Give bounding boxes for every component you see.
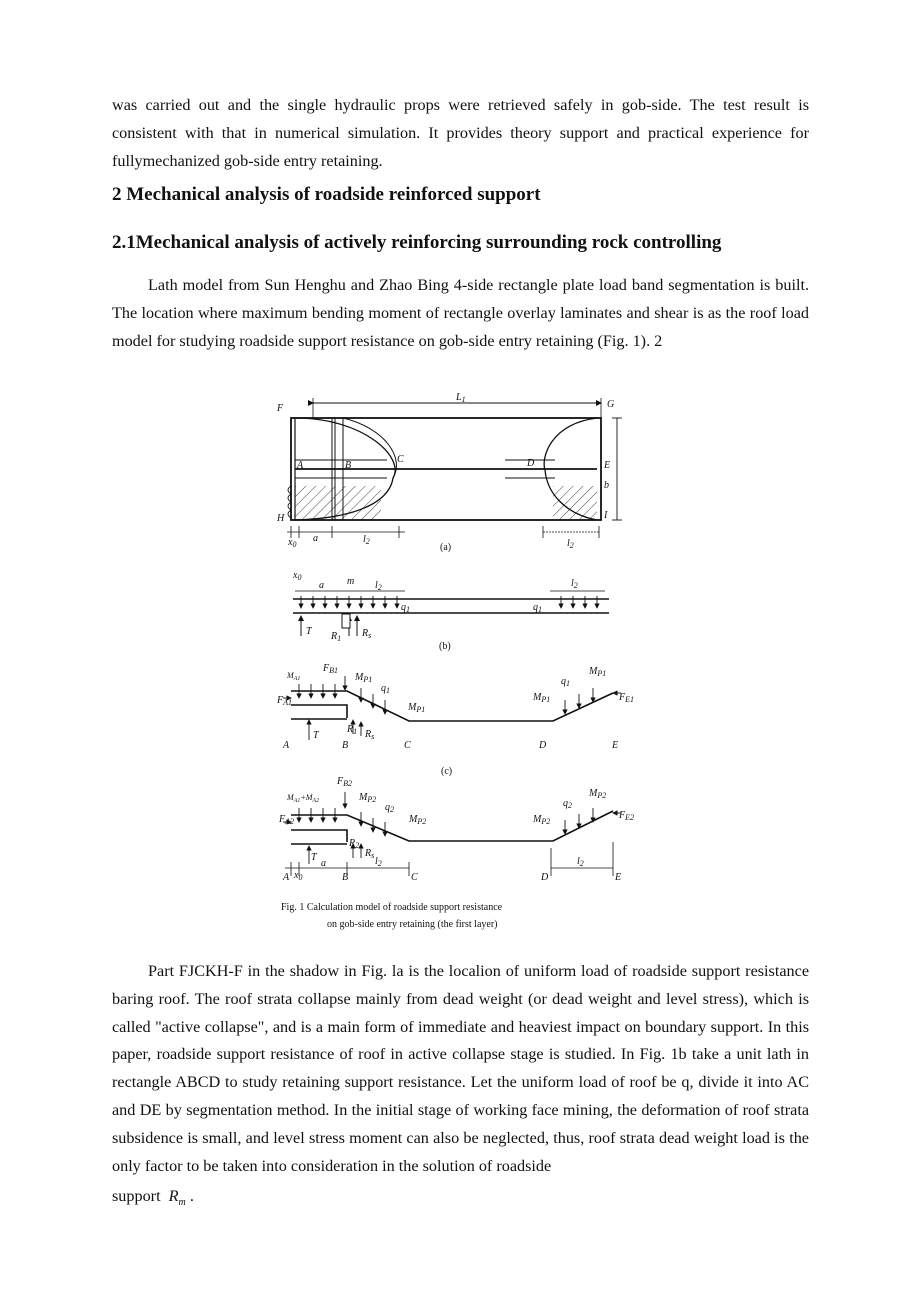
label-T: T [306,626,312,637]
label-l2-left: $l_2$ [375,856,382,868]
label-q1-right: $q_1$ [561,676,570,688]
label-T: T [313,730,319,741]
label-b: b [604,480,609,491]
label-Mp1-1: $M_{P1}$ [355,672,373,684]
figure-caption-line-1: Fig. 1 Calculation model of roadside support resistance [281,902,503,913]
label-MA1: $M_{A1}$ [287,671,301,682]
figure-caption-line-2: on gob-side entry retaining (the first layer) [327,919,498,930]
section-2-heading: 2 Mechanical analysis of roadside reinforced support [112,184,541,205]
caption-a: (a) [440,542,452,553]
label-E: E [612,740,619,751]
label-FE1: $F_{E1}$ [619,692,634,704]
rm-symbol: $R_m$ [168,1187,186,1209]
panel-d [278,776,634,883]
label-Mp1-4: $M_{P1}$ [589,666,607,678]
label-D: D [527,458,535,469]
intro-paragraph: was carried out and the single hydraulic props were retrieved safely in gob-side. The test result is consistent with that in numerical simulation. It provides theory support and practical experience for fullymechanized gob-side entry retaining. [112,96,809,170]
section-2-1-heading: 2.1Mechanical analysis of actively reinforcing surrounding rock controlling [112,232,722,253]
label-a: a [321,858,326,869]
label-q1-left: $q_1$ [401,602,410,614]
label-FE2: $F_{E2}$ [619,810,634,822]
label-l2-right: $l_2$ [567,538,574,550]
label-q2-left: $q_2$ [385,802,394,814]
label-B: B [342,740,349,751]
label-R1: $R_1$ [331,631,342,643]
support-word: support [112,1187,161,1205]
label-R1: $R_1$ [347,724,358,736]
label-C: C [411,872,418,883]
label-D: D [541,872,549,883]
label-Mp2-3: $M_{P2}$ [533,814,551,826]
label-Mp2-1: $M_{P2}$ [359,792,377,804]
label-x0: $x_0$ [288,537,297,549]
label-H: H [277,513,285,524]
label-C: C [397,454,404,465]
label-FB1: $F_{B1}$ [323,663,338,675]
label-Rs: $R_s$ [362,628,372,640]
label-L1: $L_1$ [456,392,466,404]
label-G: G [607,399,615,410]
caption-b: (b) [439,641,451,652]
panel-c [276,663,634,777]
label-Mp1-2: $M_{P1}$ [408,702,426,714]
label-A: A [283,740,290,751]
support-rm-line [112,1187,194,1208]
label-MA1-MA2: $M_{A1}+M_{A2}$ [287,793,320,804]
label-a: a [313,533,318,544]
label-T: T [311,852,317,863]
section-2-1-paragraph: Lath model from Sun Henghu and Zhao Bing 4-side rectangle plate load band segmentation is built. The location where maximum bending moment of rectangle overlay laminates and shear is as the roof load model for studying roadside support resistance on gob-side entry retaining (Fig. 1). 2 [112,276,809,350]
label-R2: $R_2$ [349,838,360,850]
label-l2-left: $l_2$ [375,580,382,592]
period: . [189,1187,194,1205]
label-FB2: $F_{B2}$ [337,776,352,788]
label-l2-right: $l_2$ [577,856,584,868]
label-l2-left: $l_2$ [363,534,370,546]
label-FA1: $F_{A1}$ [277,695,292,707]
body-paragraph-2: Part FJCKH-F in the shadow in Fig. la is the localion of uniform load of roadside support resistance baring roof. The roof strata collapse mainly from dead weight (or dead weight and level stress), which is called "active collapse", and is a main form of immediate and heaviest impact on boundary support. In this paper, roadside support resistance of roof in active collapse stage is studied. In Fig. 1b take a unit lath in rectangle ABCD to study retaining support resistance. Let the uniform load of roof be q, divide it into AC and DE by segmentation method. In the initial stage of working face mining, the deformation of roof strata subsidence is small, and level stress moment can also be neglected, thus, roof strata dead weight load is the only factor to be taken into consideration in the solution of roadside [112,962,809,1175]
figure-1-diagram [265,388,645,938]
label-E: E [615,872,622,883]
label-x0: $x_0$ [293,570,302,582]
panel-a [276,392,622,553]
label-F: F [277,403,284,414]
label-A: A [297,460,304,471]
label-x0: $x_0$ [294,870,303,882]
label-C: C [404,740,411,751]
label-Mp1-3: $M_{P1}$ [533,692,551,704]
caption-c: (c) [441,766,453,777]
label-Mp2-4: $M_{P2}$ [589,788,607,800]
label-D: D [539,740,547,751]
label-m: m [347,576,355,587]
label-Rs: $R_s$ [365,848,375,860]
label-B: B [345,460,352,471]
label-q1-left: $q_1$ [381,683,390,695]
label-I: I [604,510,608,521]
label-q2-right: $q_2$ [563,798,572,810]
label-FA2: $F_{A2}$ [279,814,294,826]
label-E: E [604,460,611,471]
label-a: a [319,580,324,591]
label-A: A [283,872,290,883]
label-B: B [342,872,349,883]
figure-1 [265,388,645,938]
label-l2-right: $l_2$ [571,578,578,590]
label-Rs: $R_s$ [365,729,375,741]
label-Mp2-2: $M_{P2}$ [409,814,427,826]
label-q1-right: $q_1$ [533,602,542,614]
panel-b [292,570,609,652]
